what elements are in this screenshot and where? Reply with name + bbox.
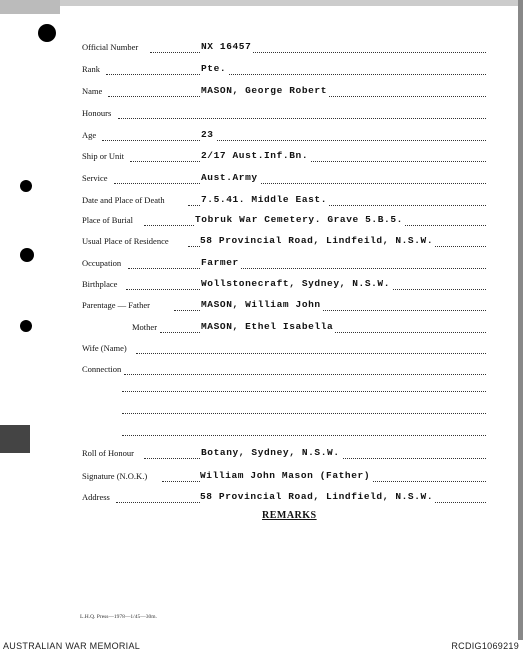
field-age [0, 129, 523, 143]
field-occupation [0, 257, 523, 271]
label-parentage-father: Parentage — Father [82, 300, 150, 310]
label-wife: Wife (Name) [82, 343, 127, 353]
label-mother: Mother [132, 322, 158, 332]
label-honours: Honours [82, 108, 112, 118]
label-service: Service [82, 173, 108, 183]
label-connection: Connection [82, 364, 122, 374]
connection-blank-line-1 [122, 391, 486, 392]
value-occupation: Farmer [201, 257, 239, 268]
field-rank [0, 63, 523, 77]
value-place-of-burial: Tobruk War Cemetery. Grave 5.B.5. [195, 214, 403, 225]
label-birthplace: Birthplace [82, 279, 118, 289]
value-age: 23 [201, 129, 214, 140]
value-usual-residence: 58 Provincial Road, Lindfeild, N.S.W. [200, 235, 434, 246]
value-name: MASON, George Robert [201, 85, 328, 96]
field-birthplace [0, 278, 523, 292]
label-official-number: Official Number [82, 42, 139, 52]
printer-imprint: L.H.Q. Press—1978—1/45—30m. [80, 614, 157, 620]
scan-edge-top [0, 0, 523, 6]
dotted-line [106, 74, 486, 75]
dotted-line [128, 268, 486, 269]
value-parentage-father: MASON, William John [201, 299, 321, 310]
dotted-line [102, 140, 486, 141]
field-mother [0, 321, 523, 335]
label-usual-residence: Usual Place of Residence [82, 236, 169, 246]
field-signature-nok [0, 470, 523, 484]
dotted-line [114, 183, 486, 184]
label-place-of-burial: Place of Burial [82, 215, 133, 225]
field-address [0, 491, 523, 505]
field-parentage-father [0, 299, 523, 313]
scan-edge-top-left [0, 0, 60, 14]
field-name [0, 85, 523, 99]
value-address: 58 Provincial Road, Lindfield, N.S.W. [200, 491, 434, 502]
value-rank: Pte. [201, 63, 227, 74]
label-address: Address [82, 492, 110, 502]
value-signature-nok: William John Mason (Father) [200, 470, 371, 481]
field-connection [0, 363, 523, 377]
punch-hole-top [38, 24, 56, 42]
field-service [0, 172, 523, 186]
connection-blank-line-3 [122, 435, 486, 436]
value-mother: MASON, Ethel Isabella [201, 321, 334, 332]
footer-institution: AUSTRALIAN WAR MEMORIAL [3, 641, 141, 651]
value-birthplace: Wollstonecraft, Sydney, N.S.W. [201, 278, 391, 289]
value-service: Aust.Army [201, 172, 258, 183]
field-date-place-death [0, 194, 523, 208]
connection-blank-line-2 [122, 413, 486, 414]
dotted-line [124, 374, 486, 375]
value-official-number: NX 16457 [201, 41, 252, 52]
value-ship-or-unit: 2/17 Aust.Inf.Bn. [201, 150, 309, 161]
field-official-number [0, 41, 523, 55]
value-roll-of-honour: Botany, Sydney, N.S.W. [201, 447, 340, 458]
label-ship-or-unit: Ship or Unit [82, 151, 125, 161]
field-ship-or-unit [0, 150, 523, 164]
archive-footer [0, 640, 523, 654]
label-date-place-death: Date and Place of Death [82, 195, 165, 205]
label-rank: Rank [82, 64, 100, 74]
label-name: Name [82, 86, 103, 96]
label-occupation: Occupation [82, 258, 122, 268]
field-usual-residence [0, 235, 523, 249]
value-date-place-death: 7.5.41. Middle East. [201, 194, 328, 205]
label-signature-nok: Signature (N.O.K.) [82, 471, 148, 481]
field-place-of-burial [0, 214, 523, 228]
footer-record-id: RCDIG1069219 [451, 641, 519, 651]
label-roll-of-honour: Roll of Honour [82, 448, 134, 458]
remarks-heading: REMARKS [262, 510, 317, 521]
field-honours [0, 107, 523, 121]
dotted-line [136, 353, 486, 354]
field-wife [0, 342, 523, 356]
field-roll-of-honour [0, 447, 523, 461]
dotted-line [118, 118, 486, 119]
label-age: Age [82, 130, 97, 140]
